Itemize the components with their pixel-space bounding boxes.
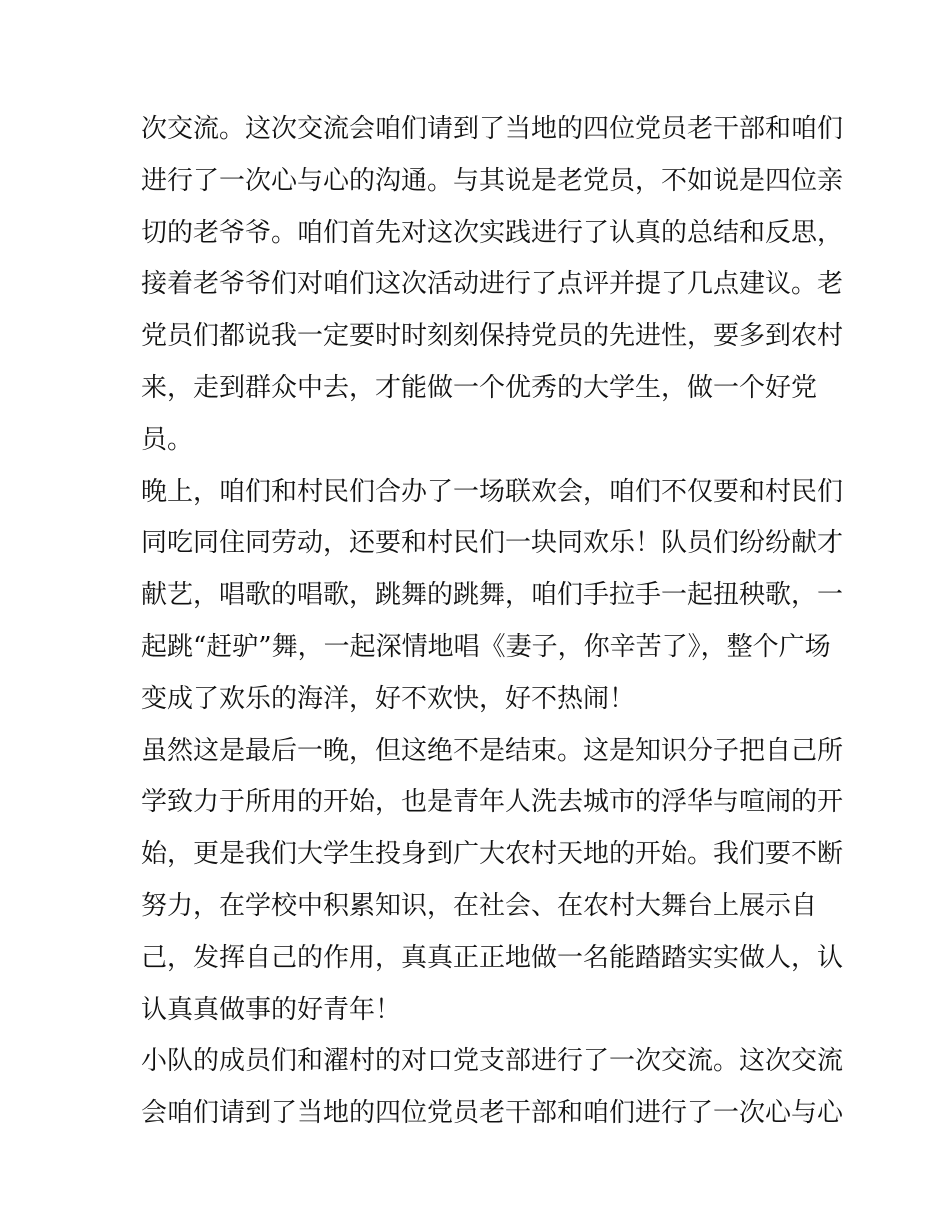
text-line: 变成了欢乐的海洋，好不欢快，好不热闹！ — [141, 683, 636, 714]
text-line: 小队的成员们和濯村的对口党支部进行了一次交流。这次交流 — [141, 1046, 844, 1077]
text-line: 起跳“赶驴”舞，一起深情地唱《妻子，你辛苦了》，整个广场 — [141, 631, 831, 662]
text-line: 会咱们请到了当地的四位党员老干部和咱们进行了一次心与心 — [141, 1098, 844, 1129]
text-line: 虽然这是最后一晚，但这绝不是结束。这是知识分子把自己所 — [141, 735, 844, 766]
text-line: 切的老爷爷。咱们首先对这次实践进行了认真的总结和反思， — [141, 217, 844, 248]
text-line: 认真真做事的好青年！ — [141, 994, 402, 1025]
text-line: 进行了一次心与心的沟通。与其说是老党员，不如说是四位亲 — [141, 165, 844, 196]
text-line: 献艺，唱歌的唱歌，跳舞的跳舞，咱们手拉手一起扭秧歌，一 — [141, 580, 844, 611]
document-body — [141, 104, 844, 1140]
text-line: 党员们都说我一定要时时刻刻保持党员的先进性，要多到农村 — [141, 321, 844, 352]
text-line: 己，发挥自己的作用，真真正正地做一名能踏踏实实做人，认 — [141, 942, 844, 973]
text-line: 晚上，咱们和村民们合办了一场联欢会，咱们不仅要和村民们 — [141, 476, 844, 507]
text-line: 始，更是我们大学生投身到广大农村天地的开始。我们要不断 — [141, 839, 844, 870]
text-line: 次交流。这次交流会咱们请到了当地的四位党员老干部和咱们 — [141, 114, 844, 144]
text-line: 员。 — [141, 424, 194, 455]
text-line: 来，走到群众中去，才能做一个优秀的大学生，做一个好党 — [141, 372, 818, 403]
text-line: 接着老爷爷们对咱们这次活动进行了点评并提了几点建议。老 — [141, 269, 844, 300]
text-line: 学致力于所用的开始，也是青年人洗去城市的浮华与喧闹的开 — [141, 787, 844, 818]
text-line: 努力，在学校中积累知识，在社会、在农村大舞台上展示自 — [141, 890, 818, 921]
text-line: 同吃同住同劳动，还要和村民们一块同欢乐！队员们纷纷献才 — [141, 528, 844, 559]
